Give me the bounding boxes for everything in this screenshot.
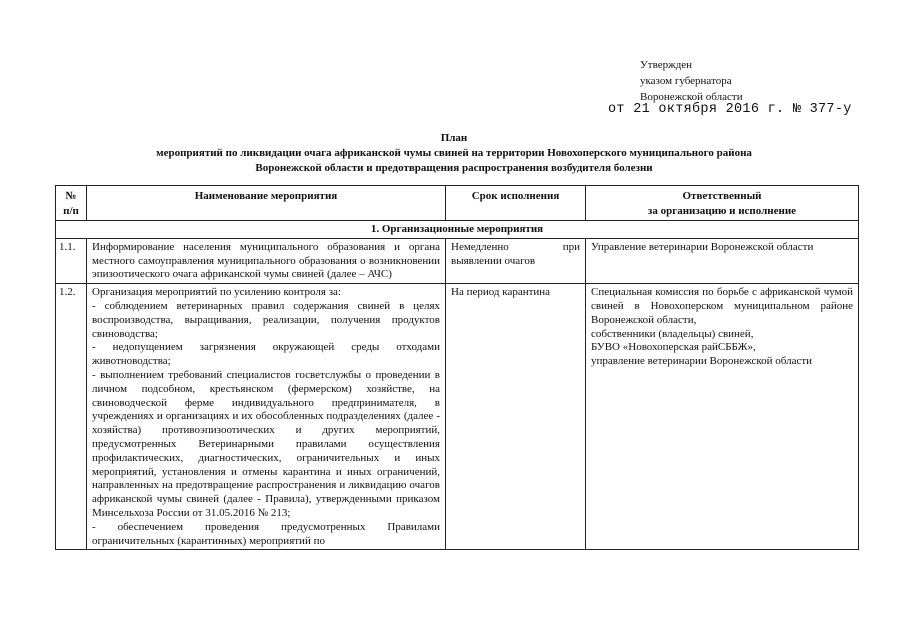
header-responsible-line: за организацию и исполнение bbox=[647, 205, 797, 217]
header-name: Наименование мероприятия bbox=[87, 186, 446, 221]
row-name-line: - выполнением требований специалистов госветслужбы о проведении в личном подсобном, крестьянском (фермерском) хозяйстве, на свиноводческой ферме индивидуального предпринимателя, в учреждениях и организациях и их обособленных подразделениях (далее - хозяйства) противоэпизоотических и других мероприятий, предусмотренных Ветеринарными правилами осуществления профилактических, диагностических, ограничительных и иных мероприятий, установления и отмены карантина и иных ограничений, направленных на предотвращение распространения и ликвидацию очагов африканской чумы свиней (далее - Правила), утвержденными приказом Минсельхоза России от 31.05.2016 № 213; bbox=[92, 368, 440, 519]
section-row bbox=[56, 221, 859, 239]
row-number: 1.1. bbox=[56, 238, 87, 283]
row-deadline: На период карантина bbox=[446, 284, 586, 550]
row-name-line: Организация мероприятий по усилению контроля за: bbox=[92, 286, 341, 299]
responsible-line: Специальная комиссия по борьбе с африканской чумой свиней в Новохоперском муниципальном районе Воронежской области, bbox=[591, 286, 853, 326]
row-name: Информирование населения муниципального образования и органа местного самоуправления муниципального образования о возникновении эпизоотического очага африканской чумы свиней (далее – АЧС) bbox=[87, 238, 446, 283]
header-responsible bbox=[586, 186, 859, 221]
responsible-line: БУВО «Новохоперская райСББЖ», bbox=[591, 341, 756, 354]
header-num bbox=[56, 186, 87, 221]
header-num-line: п/п bbox=[63, 205, 79, 217]
row-name-line: - соблюдением ветеринарных правил содержания свиней в целях воспроизводства, выращивания, реализации, получения продуктов свиноводства; bbox=[92, 299, 440, 340]
header-responsible-line: Ответственный bbox=[682, 190, 762, 202]
table-row bbox=[56, 238, 859, 283]
row-deadline: Немедленно при выявлении очагов bbox=[446, 238, 586, 283]
table-row bbox=[56, 284, 859, 550]
table-header-row bbox=[56, 186, 859, 221]
header-deadline: Срок исполнения bbox=[446, 186, 586, 221]
title-line: мероприятий по ликвидации очага африканской чумы свиней на территории Новохоперского муниципального района bbox=[156, 147, 752, 159]
approval-line: указом губернатора bbox=[640, 75, 732, 87]
approval-date: от 21 октября 2016 г. № 377-у bbox=[608, 102, 852, 117]
row-name-line: - обеспечением проведения предусмотренных Правилами ограничительных (карантинных) мероприятий по bbox=[92, 520, 440, 547]
row-responsible: Управление ветеринарии Воронежской области bbox=[586, 238, 859, 283]
approval-line: Утвержден bbox=[640, 59, 693, 71]
row-responsible bbox=[586, 284, 859, 550]
title-line: Воронежской области и предотвращения распространения возбудителя болезни bbox=[255, 162, 653, 174]
responsible-line: собственники (владельцы) свиней, bbox=[591, 327, 754, 340]
approval-block bbox=[640, 57, 743, 105]
title-line: План bbox=[440, 132, 468, 144]
plan-table bbox=[55, 185, 859, 550]
approval-line: Воронежской области bbox=[640, 91, 743, 103]
row-name bbox=[87, 284, 446, 550]
section-title: 1. Организационные мероприятия bbox=[56, 221, 859, 239]
document-title bbox=[40, 131, 868, 176]
responsible-line: управление ветеринарии Воронежской области bbox=[591, 355, 813, 368]
header-num-line: № bbox=[65, 190, 77, 202]
row-number: 1.2. bbox=[56, 284, 87, 550]
row-name-line: - недопущением загрязнения окружающей среды отходами животноводства; bbox=[92, 341, 440, 368]
